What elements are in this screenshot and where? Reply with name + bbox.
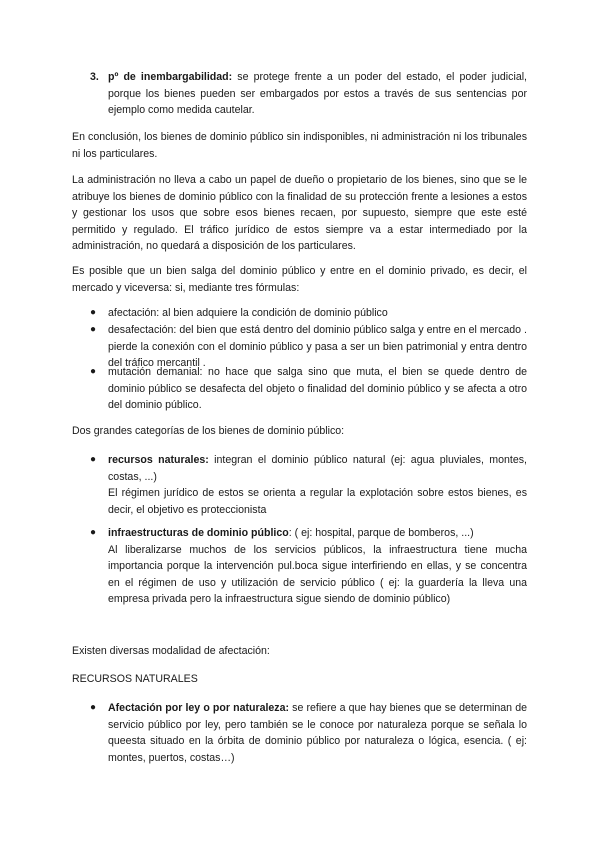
item-text — [90, 69, 527, 119]
paragraph-es-posible: Es posible que un bien salga del dominio público y entre en el dominio privado, es decir, el mercado y viceversa: si, mediante tres fórmulas: — [72, 265, 527, 294]
category-detail: El régimen jurídico de estos se orienta a regular la explotación sobre estos bienes, es decir, el objetivo es proteccionista — [108, 487, 527, 516]
category-intro — [108, 452, 527, 485]
list-item-infraestructuras — [90, 525, 527, 608]
list-item-afectacion-por-ley — [90, 700, 527, 766]
bullet-icon: ● — [90, 527, 97, 538]
bullet-icon: ● — [90, 454, 97, 465]
category-intro — [108, 525, 527, 542]
list-item-recursos-naturales — [90, 452, 527, 518]
afectacion-title: Afectación por ley o por naturaleza: — [108, 702, 290, 714]
paragraph-administracion: La administración no lleva a cabo un papel de dueño o propietario de los bienes, sino que se le atribuye los bienes de dominio público con la finalidad de su protección frente a lesiones a estos y gestionar los usos que sobre esos bienes recaen, por supuesto, siempre que este esté permitido y regulado. El tráfico jurídico de estos siempre va a estar intermediado por la administración, no quedará a disposición de los particulares. — [72, 174, 527, 253]
section-heading-recursos-naturales: RECURSOS NATURALES — [72, 673, 198, 685]
list-item-text — [90, 700, 527, 766]
paragraph-categorias: Dos grandes categorías de los bienes de dominio público: — [72, 425, 345, 437]
list-item-text: mutación demanial: no hace que salga sino que muta, el bien se quede dentro de dominio público se desafecta del objeto o finalidad del dominio público y se afecta a otro del dominio público. — [108, 366, 527, 412]
category-title: infraestructuras de dominio público — [108, 527, 289, 539]
afectacion-body: se refiere a que hay bienes que se determinan de servicio público por ley, pero también se le conoce por naturaleza porque se señala lo queesta situado en la órbita de dominio público por naturaleza o lógica, esencia. ( ej: montes, puertos, costas…) — [108, 702, 527, 764]
category-detail: Al liberalizarse muchos de los servicios públicos, la infraestructura tiene mucha importancia porque la intervención pul.boca sigue interfiriendo en ellas, y se concentra en el régimen de uso y utilización de servicio público ( ej: la guardería la lleva una empresa privada pero la infraestructura sigue siendo de dominio público) — [108, 543, 527, 606]
category-intro-text: integran el dominio público natural (ej: agua pluviales, montes, costas, ...) — [108, 454, 527, 483]
list-item-text: desafectación: del bien que está dentro del dominio público salga y entre en el mercado . pierde la conexión con el dominio público y pasa a ser un bien patrimonial y entra dentro del tráfico mercantil . — [108, 324, 527, 370]
bullet-icon: ● — [90, 324, 97, 335]
list-item-mutacion-demanial — [90, 364, 527, 414]
paragraph-modalidades: Existen diversas modalidad de afectación: — [72, 645, 270, 657]
paragraph-conclusion: En conclusión, los bienes de dominio público sin indisponibles, ni administración ni los tribunales ni los particulares. — [72, 131, 527, 160]
item-body: se protege frente a un poder del estado, el poder judicial, porque los bienes pueden ser embargados por estos a través de sus sentencias por ejemplo como medida cautelar. — [108, 71, 528, 117]
bullet-icon: ● — [90, 366, 97, 377]
list-item-content — [90, 525, 527, 608]
list-item-content — [90, 452, 527, 518]
bullet-icon: ● — [90, 307, 97, 318]
list-item-afectacion — [90, 305, 527, 322]
category-title: recursos naturales: — [108, 454, 209, 466]
item-number: 3. — [90, 71, 99, 83]
item-title: pº de inembargabilidad: — [108, 71, 233, 83]
numbered-item-inembargabilidad — [90, 69, 527, 119]
bullet-icon: ● — [90, 702, 97, 713]
category-intro-text: : ( ej: hospital, parque de bomberos, ...) — [288, 527, 474, 539]
list-item-text: afectación: al bien adquiere la condición de dominio público — [108, 307, 388, 319]
